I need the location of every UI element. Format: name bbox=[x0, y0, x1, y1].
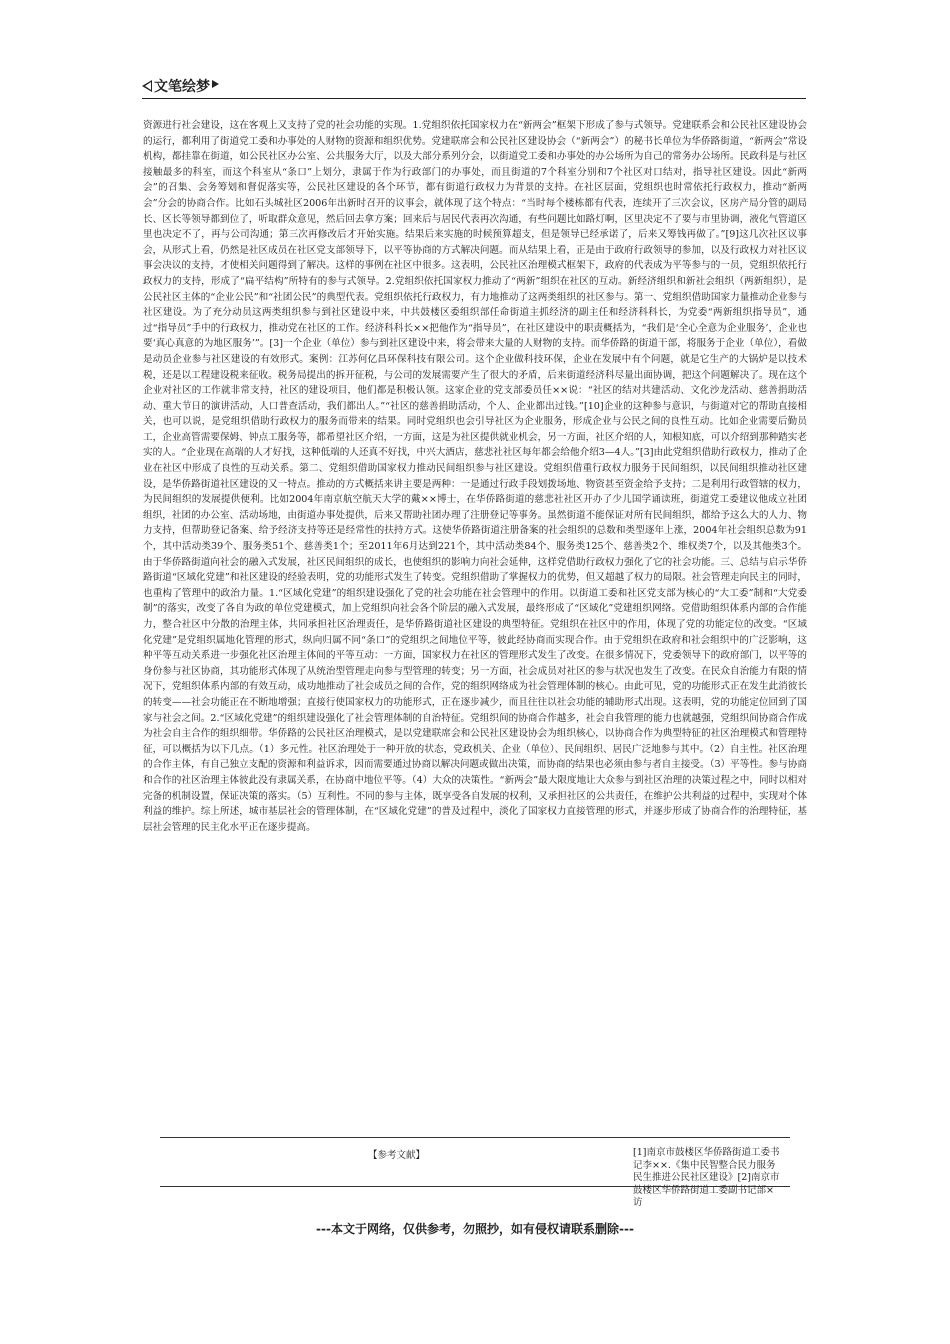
references-bottom-rule bbox=[160, 1186, 790, 1187]
brand-logo bbox=[142, 76, 219, 96]
right-triangle-icon bbox=[212, 80, 219, 88]
brand-text: 文笔绘梦 bbox=[154, 79, 210, 95]
page-header bbox=[142, 74, 806, 99]
references-label: 【参考文献】 bbox=[368, 1150, 426, 1161]
disclaimer-footer: ---本文于网络，仅供参考，勿照抄，如有侵权请联系删除--- bbox=[316, 1222, 634, 1236]
left-triangle-icon bbox=[142, 80, 152, 92]
article-body: 资源进行社会建设，这在客观上又支持了党的社会功能的实现。1.党组织依托国家权力在“新两会”框架下形成了参与式领导。党建联系会和公民社区建设协会的运行，都利用了街道党工委和办事处的人财物的资源和组织优势。党建联席会和公民社区建设协会（“新两会”）的秘书长单位为华侨路街道，“新两会”常设机构，都挂靠在街道，如公民社区办公室、公共服务大厅，以及大部分系列分会，以街道党工委和办事处的办公场所为自己的常务办公场所。民政科是与社区接触最多的科室，而这个科室从“条口”上划分，隶属于作为行政部门的办事处，而且街道的7个科室分别和7个社区对口结对，指导社区建设。因此“新两会”的召集、会务筹划和督促落实等，公民社区建设的各个环节，都有街道行政权力为背景的支持。在社区层面，党组织也时常依托行政权力，推动“新两会”分会的协商合作。比如石头城社区2006年出新时召开的议事会，就体现了这个特点：“当时每个楼栋都有代表，连续开了三次会议，区房产局分管的副局长、区长等领导都到位了，听取群众意见，然后回去拿方案；回来后与居民代表再次沟通，有些问题比如路灯啊，区里决定不了要与市里协调，液化气管道区里也决定不了，再与公司沟通；第三次再修改后才开始实施。结果后来实施的时候预算超支，但是领导已经承诺了，后来又筹钱再做了。”[9]这几次社区议事会，从形式上看，仍然是社区成员在社区党支部领导下，以平等协商的方式解决问题。而从结果上看，正是由于政府行政领导的参加，以及行政权力对社区议事会决议的支持，才使相关问题得到了解决。这样的事例在社区中很多。这表明，公民社区治理模式框架下，政府的代表成为平等参与的一员，党组织依托行政权力的支持，形成了“扁平结构”所特有的参与式领导。2.党组织依托国家权力推动了“两新”组织在社区的互动。新经济组织和新社会组织（两新组织），是公民社区主体的“企业公民”和“社团公民”的典型代表。党组织依托行政权力，有力地推动了这两类组织的社区参与。第一、党组织借助国家力量推动企业参与社区建设。为了充分动员这两类组织参与到社区建设中来，中共鼓楼区委组织部任命街道主抓经济的副主任和经济科科长，为党委“两新组织指导员”，通过“指导员”手中的行政权力，推动党在社区的工作。经济科科长××把他作为“指导员”，在社区建设中的职责概括为，“我们是‘全心全意为企业服务’，企业也要‘真心真意的为地区服务’”。[3]一个企业（单位）参与到社区建设中来，将会带来大量的人财物的支持。而华侨路的街道干部，将服务于企业（单位），看做是动员企业参与社区建设的有效形式。案例：江苏何亿昌环保科技有限公司。这个企业做科技环保，企业在发展中有个问题，就是它生产的大锅炉是以技术税，还是以工程建设税来征收。税务局提出的拆开征税，与公司的发展需要产生了很大的矛盾，后来街道经济科尽量出面协调，把这个问题解决了。现在这个企业对社区的工作就非常支持，社区的建设项目，他们都是积极认领。这家企业的党支部委员任××说：“社区的结对共建活动、文化沙龙活动、慈善捐助活动、重大节日的演讲活动，人口普查活动，我们都出人。”“社区的慈善捐助活动，个人、企业都出过钱。”[10]企业的这种参与意识，与街道对它的帮助直接相关，也可以说，是党组织借助行政权力的服务而带来的结果。同时党组织也会引导社区为企业服务，形成企业与公民之间的良性互动。比如企业需要后勤员工，企业高管需要保姆、钟点工服务等，都希望社区介绍，一方面，这是为社区提供就业机会，另一方面，社区介绍的人，知根知底，可以介绍到那种踏实老实的人。“企业现在高端的人才好找，这种低端的人还真不好找，中兴大酒店，慈悲社社区每年都会给他介绍3—4人。”[3]由此党组织借助行政权力，推动了企业在社区中形成了良性的互动关系。第二、党组织借助国家权力推动民间组织参与社区建设。党组织借重行政权力服务于民间组织，以民间组织推动社区建设，是华侨路街道社区建设的又一特点。推动的方式概括来讲主要是两种：一是通过行政手段划拨场地、物资甚至资金给予支持；二是利用行政管辖的权力，为民间组织的发展提供便利。比如2004年南京航空航天大学的戴××博士，在华侨路街道的慈悲社社区开办了少儿国学诵读班，街道党工委建议他成立社团组织，社团的办公室、活动场地，由街道办事处提供，后来又帮助社团办理了注册登记等事务。虽然街道不能保证对所有民间组织，都给予这么大的人力、物力支持，但帮助登记备案、给予经济支持等还是经常性的扶持方式。这使华侨路街道注册备案的社会组织的总数和类型逐年上涨，2004年社会组织总数为91个，其中活动类39个、服务类51个、慈善类1个；至2011年6月达到221个，其中活动类84个、服务类125个、慈善类2个、维权类7个，以及其他类3个。由于华侨路街道向社会的融入式发展，社区民间组织的成长，也使组织的影响力向社会延伸，这样党借助行政权力强化了它的社会功能。三、总结与启示华侨路街道“区域化党建”和社区建设的经验表明，党的功能形式发生了转变。党组织借助了掌握权力的优势，但又超越了权力的局限。社会管理走向民主的同时，也重构了管理中的政治力量。1.“区域化党建”的组织建设强化了党的社会功能在社会管理中的作用。以街道工委和社区党支部为核心的“大工委”制和“大党委制”的落实，改变了各自为政的单位党建模式，加上党组织向社会各个阶层的融入式发展，最终形成了“区域化”党建组织网络。党借助组织体系内部的合作能力，整合社区中分散的治理主体，共同承担社区治理责任，是华侨路街道社区建设的典型特征。党组织在社区中的作用，体现了党的功能定位的改变。“区域化党建”是党组织属地化管理的形式，纵向归属不同“条口”的党组织之间地位平等，彼此经协商而实现合作。由于党组织在政府和社会组织中的广泛影响，这种平等互动关系进一步强化社区治理主体间的平等互动：一方面，国家权力在社区的管理形式发生了改变。在很多情况下，党委领导下的政府部门，以平等的身份参与社区协商，其功能形式体现了从统治型管理走向参与型管理的转变；另一方面，社会成员对社区的参与状况也发生了改变。在民众自治能力有限的情况下，党组织体系内部的有效互动，成功地推动了社会成员之间的合作，党的组织网络成为社会管理体制的核心。由此可见，党的功能形式正在发生此消彼长的转变——社会功能正在不断地增强；直接行使国家权力的功能形式，正在逐步减少，而且往往以社会功能的辅助形式出现。这表明，党的功能定位回到了国家与社会之间。2.“区域化党建”的组织建设强化了社会管理体制的自治特征。党组织间的协商合作越多，社会自我管理的能力也就越强，党组织间协商合作成为社会自主合作的组织细带。华侨路的公民社区治理模式，是以党建联席会和公民社区建设协会为组织核心，以协商合作为典型特征的社区治理模式和管理特征，可以概括为以下几点。（1）多元性。社区治理处于一种开放的状态，党政机关、企业（单位）、民间组织、居民广泛地参与其中。（2）自主性。社区治理的合作主体，有自己独立支配的资源和利益诉求，因而需要通过协商以解决问题或做出决策，而协商的结果也必须由参与者自主接受。（3）平等性。参与协商和合作的社区治理主体彼此没有隶属关系，在协商中地位平等。（4）大众的决策性。“新两会”最大限度地让大众参与到社区治理的决策过程之中，同时以相对完备的机制设置，保证决策的落实。（5）互利性。不同的参与主体，既享受各自发展的权利，又承担社区的公共责任，在维护公共利益的过程中，实现对个体利益的维护。综上所述，城市基层社会的管理体制，在“区域化党建”的普及过程中，淡化了国家权力直接管理的形式，并逐步形成了协商合作的治理特征，基层社会管理的民主化水平正在逐步提高。 bbox=[143, 120, 807, 833]
references-top-rule bbox=[160, 1137, 790, 1138]
references-content: [1]南京市鼓楼区华侨路街道工委书记李××.《集中民智整合民力服务民生推进公民社区建设》[2]南京市鼓楼区华侨路街道工委副书记部×访 bbox=[633, 1147, 780, 1209]
